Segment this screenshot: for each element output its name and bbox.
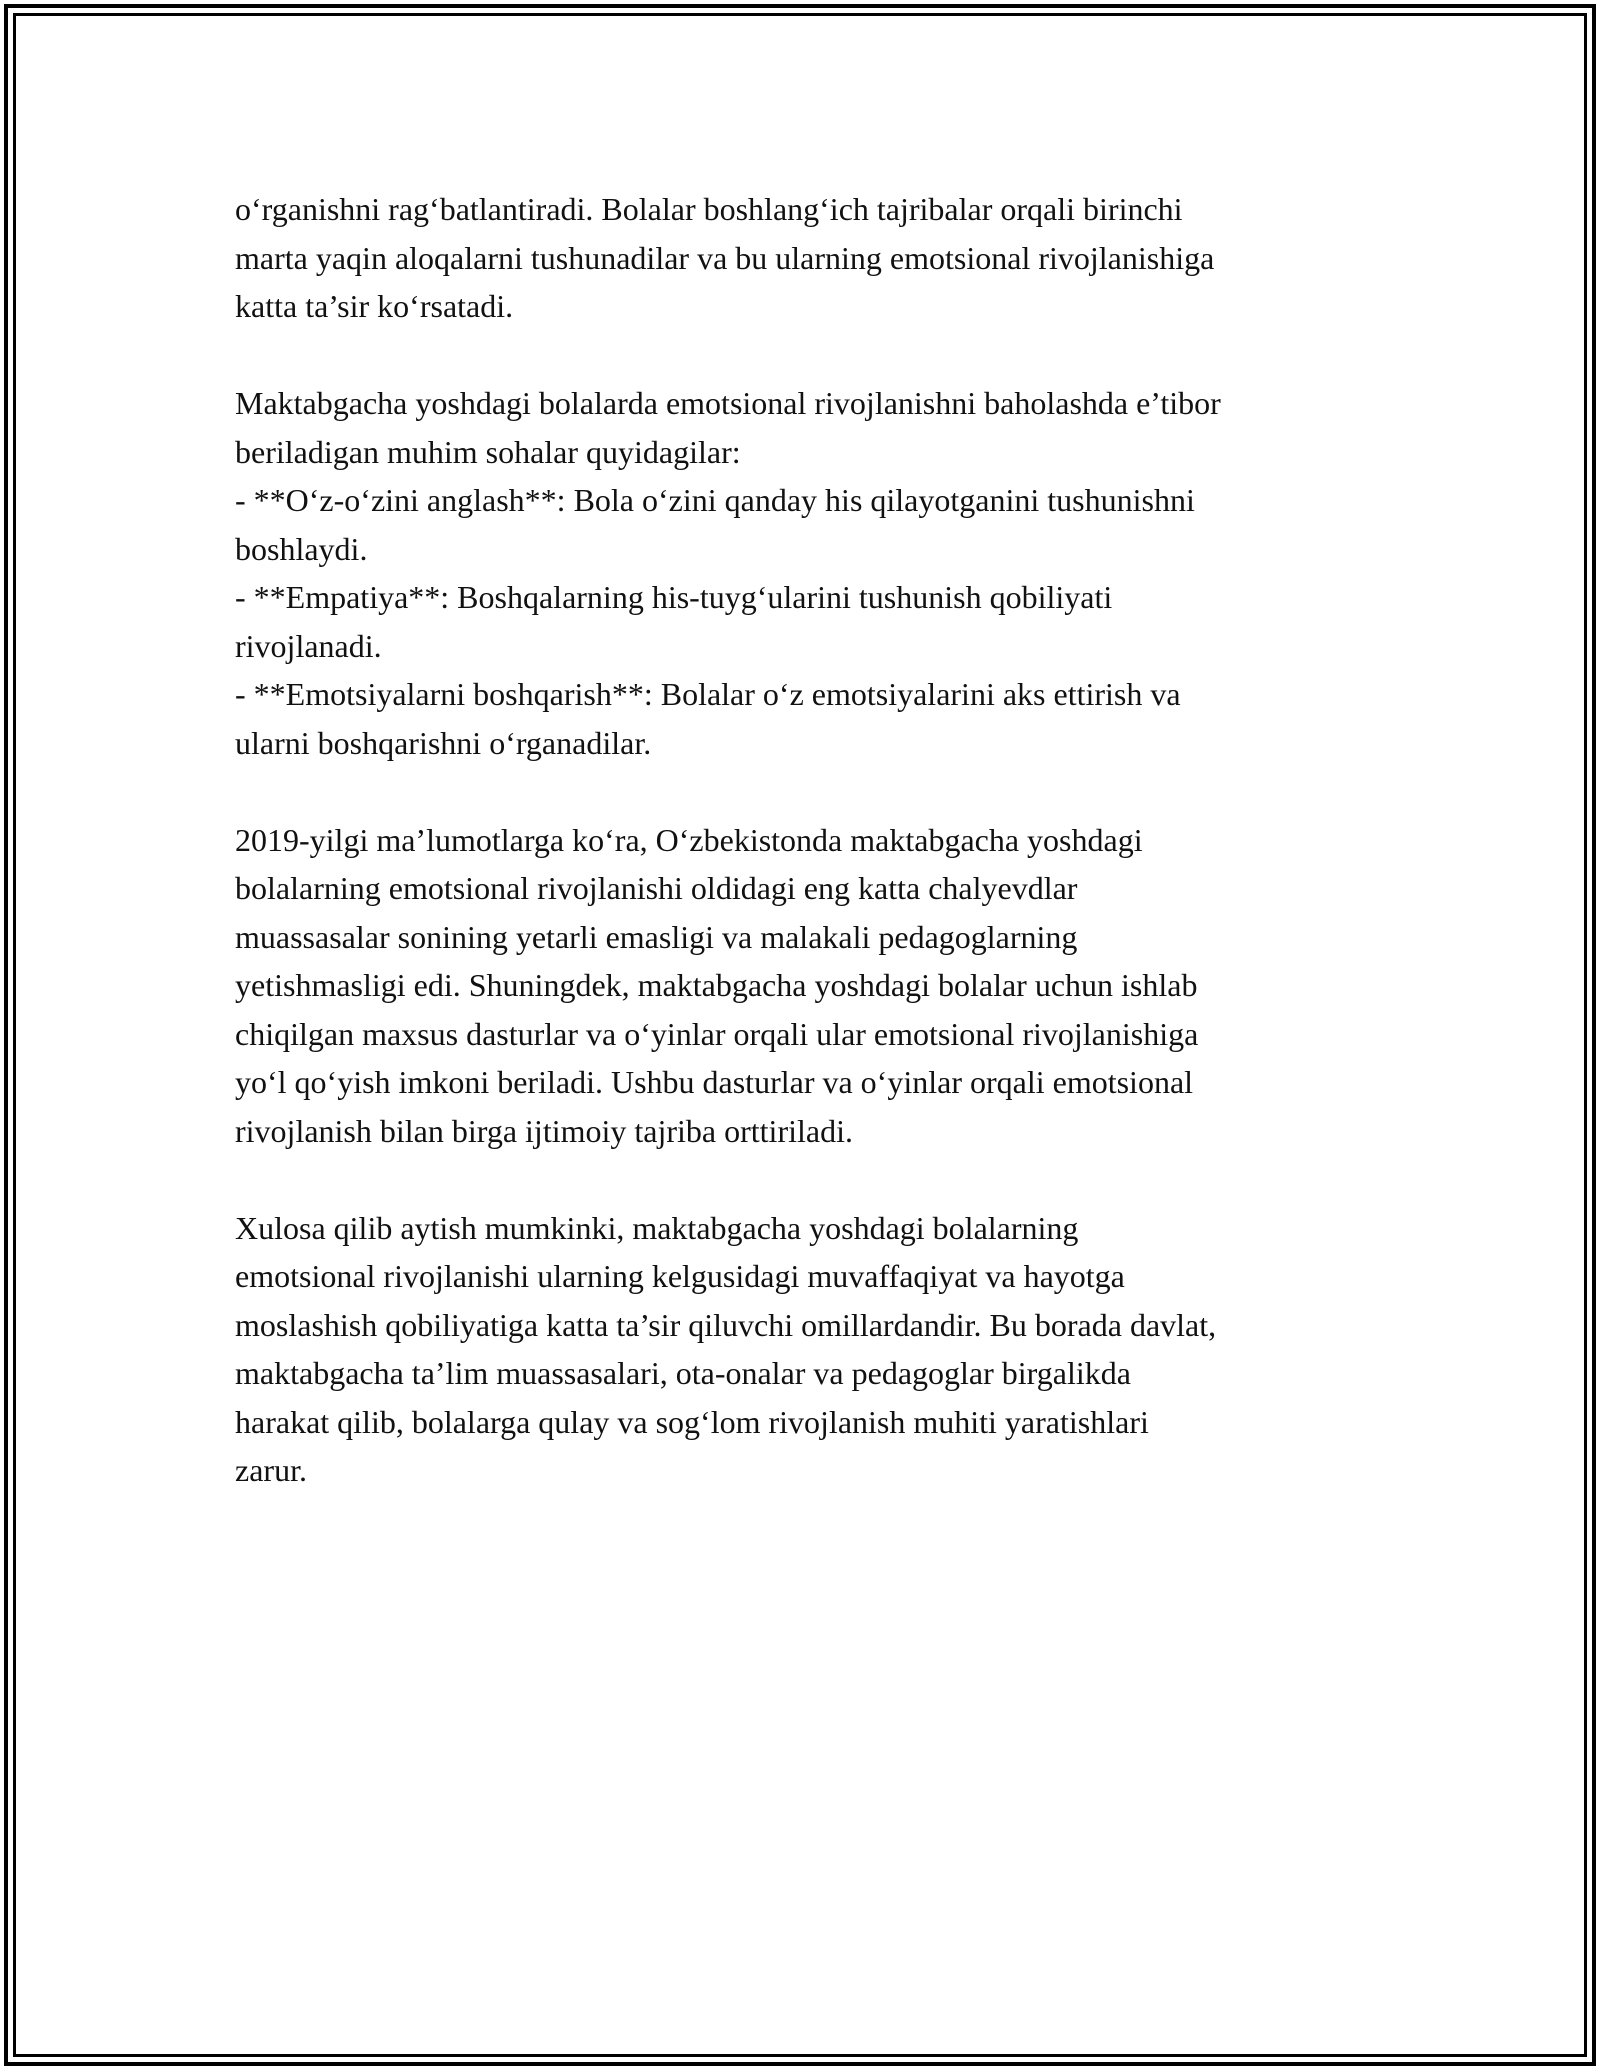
paragraph-assessment-areas: Maktabgacha yoshdagi bolalarda emotsional rivojlanishni baholashda e’tibor beriladigan muhim sohalar quyidagilar: - **O‘z-o‘zini anglash**: Bola o‘zini qanday his qilayotganini tushunishni boshlaydi. - **Empatiya**: Boshqalarning his-tuyg‘ularini tushunish qobiliyati rivojlanadi. - **Emotsiyalarni boshqarish**: Bolalar o‘z emotsiyalarini aks ettirish va ularni boshqarishni o‘rganadilar.	[235, 385, 1221, 761]
paragraph-conclusion: Xulosa qilib aytish mumkinki, maktabgacha yoshdagi bolalarning emotsional rivojlanishi ularning kelgusidagi muvaffaqiyat va hayotga moslashish qobiliyatiga katta ta’sir qiluvchi omillardandir. Bu borada davlat, maktabgacha ta’lim muassasalari, ota-onalar va pedagoglar birgalikda harakat qilib, bolalarga qulay va sog‘lom rivojlanish muhiti yaratishlari zarur.	[235, 1209, 1217, 1488]
paragraph-intro-continuation: o‘rganishni rag‘batlantiradi. Bolalar boshlang‘ich tajribalar orqali birinchi marta yaqin aloqalarni tushunadilar va bu ularning emotsional rivojlanishiga katta ta’sir ko‘rsatadi.	[235, 191, 1215, 324]
document-body	[235, 185, 1375, 1495]
paragraph-2019-data: 2019-yilgi ma’lumotlarga ko‘ra, O‘zbekistonda maktabgacha yoshdagi bolalarning emotsional rivojlanishi oldidagi eng katta chalyevdlar muassasalar sonining yetarli emasligi va malakali pedagoglarning yetishmasligi edi. Shuningdek, maktabgacha yoshdagi bolalar uchun ishlab chiqilgan maxsus dasturlar va o‘yinlar orqali ular emotsional rivojlanishiga yo‘l qo‘yish imkoni beriladi. Ushbu dasturlar va o‘yinlar orqali emotsional rivojlanish bilan birga ijtimoiy tajriba orttiriladi.	[235, 821, 1199, 1149]
